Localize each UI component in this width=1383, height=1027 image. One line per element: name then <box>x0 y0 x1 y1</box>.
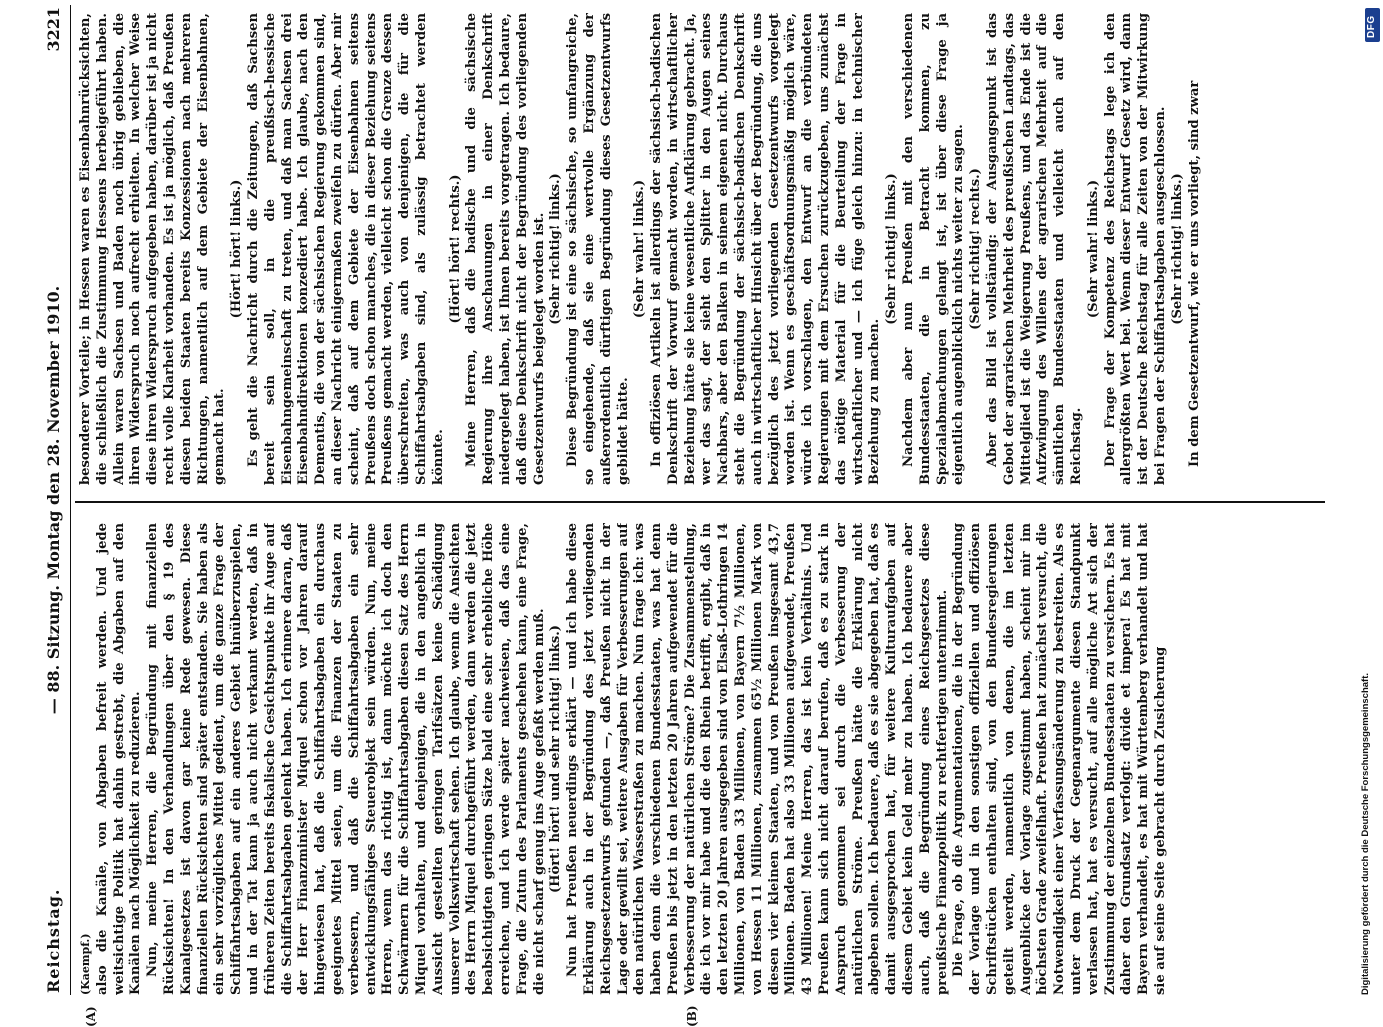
margin-marker-a: (A) <box>84 1006 98 1027</box>
page-header <box>40 5 71 995</box>
interjection: (Sehr richtig! rechts.) <box>968 13 985 485</box>
digitization-credit: Digitalisierung gefördert durch die Deutsche Forschungsgemeinschaft. <box>1360 673 1371 995</box>
paragraph: Nun hat Preußen neuerdings erklärt — und ich habe diese Erklärung auch in der Begründung des jetzt vorliegenden Reichsgesetzentwurfs gefunden —, daß Preußen nicht in der Lage oder gewillt sei, weitere Ausgaben für Verbesserungen auf den natürlichen Wasserstraßen zu machen. Nun frage ich: was haben denn die verschiedenen Bundesstaaten, was hat denn Preußen bis jetzt in den letzten 20 Jahren aufgewendet für die Verbesserung der natürlichen Ströme? Die Zusammenstellung, die ich vor mir habe und die den Rhein betrifft, ergibt, daß in den letzten 20 Jahren ausgegeben sind von Elsaß-Lothringen 14 Millionen, von Baden 33 Millionen, von Bayern 7½ Millionen, von Hessen 11 Millionen, zusammen 65½ Millionen Mark von diesen vier kleinen Staaten, und von Preußen insgesamt 43,7 Millionen. Baden hat also 33 Millionen aufgewendet, Preußen 43 Millionen! Meine Herren, das ist kein Verhältnis. Und Preußen kann sich nicht darauf berufen, daß es zu stark in Anspruch genommen sei durch die Verbesserung der natürlichen Ströme. Preußen hätte die Erklärung nicht abgeben sollen. Ich bedauere, daß es sie abgegeben hat, daß es damit ausgesprochen hat, für weitere Kulturaufgaben auf diesem Gebiet kein Geld mehr zu haben. Ich bedauere aber auch, daß die Begründung eines Reichsgesetzes diese preußische Finanzpolitik zu rechtfertigen unternimmt. <box>565 523 951 995</box>
paragraph: In dem Gesetzentwurf, wie er uns vorliegt, sind zwar <box>1187 13 1204 485</box>
interjection: (Hört! hört! links.) <box>229 13 246 485</box>
interjection: (Hört! hört! und sehr richtig! links.) <box>548 523 565 995</box>
interjection: (Sehr richtig! links.) <box>548 13 565 485</box>
paragraph: Aber das Bild ist vollständig: der Ausgangspunkt ist das Gebot der agrarischen Mehrheit des preußischen Landtags, das Mittelglied ist die Weigerung Preußens, und das Ende ist die Aufzwingung des Willens der agrarischen Mehrheit auf die sämtlichen Bundesstaaten und vielleicht auch auf den Reichstag. <box>985 13 1086 485</box>
paragraph: besonderer Vorteile; in Hessen waren es Eisenbahnrücksichten, die schließlich die Zustimmung Hessens herbeigeführt haben. Allein waren Sachsen und Baden noch übrig geblieben, die ihren Widerspruch noch aufrecht erhielten. In welcher Weise diese ihren Widerspruch aufgegeben haben, darüber ist ja nicht recht volle Klarheit vorhanden. Es ist ja möglich, daß Preußen diesen beiden Staaten bereits Konzessionen nach mehreren Richtungen, namentlich auf dem Gebiete der Eisenbahnen, gemacht hat. <box>78 13 229 485</box>
margin-marker-b: (B) <box>685 1006 699 1027</box>
interjection: (Sehr wahr! links.) <box>1086 13 1103 485</box>
interjection: (Hört! hört! rechts.) <box>448 13 465 485</box>
paragraph: Die Frage, ob die Argumentationen, die in der Begründung der Vorlage und in den sonstigen offiziellen und offiziösen Schriftstücken enthalten sind, von den Bundesregierungen geteilt werden, namentlich von denen, die im letzten Augenblicke der Vorlage zugestimmt haben, scheint mir im höchsten Grade zweifelhaft. Preußen hat zunächst versucht, die Notwendigkeit einer Verfassungsänderung zu bestreiten. Als es unter dem Druck der Gegenargumente diesen Standpunkt verlassen hat, hat es versucht, auf alle mögliche Art sich der Zustimmung der einzelnen Bundesstaaten zu versichern. Es hat daher den Grundsatz verfolgt: divide et impera! Es hat mit Bayern verhandelt, es hat mit Württemberg verhandelt und hat sie auf seine Seite gebracht durch Zusicherung <box>951 523 1169 995</box>
paragraph: In offiziösen Artikeln ist allerdings der sächsisch-badischen Denkschrift der Vorwurf gemacht worden, in wirtschaftlicher Beziehung hätte sie keine wesentliche Aufklärung gebracht. Ja, wer das sagt, der sieht den Splitter in den Augen seines Nachbars, aber den Balken in seinem eigenen nicht. Durchaus steht die Begründung der sächsisch-badischen Denkschrift auch in wirtschaftlicher Hinsicht über der Begründung, die uns bezüglich des jetzt vorliegenden Gesetzentwurfs vorgelegt worden ist. Wenn es geschäftsordnungsmäßig möglich wäre, würde ich vorschlagen, den Entwurf an die verbündeten Regierungen mit dem Ersuchen zurückzugeben, uns zunächst das nötige Material für die Beurteilung der Frage in wirtschaftlicher und — ich füge gleich hinzu: in technischer Beziehung zu machen. <box>649 13 884 485</box>
interjection: (Sehr richtig! links.) <box>1170 13 1187 485</box>
paragraph: Der Frage der Kompetenz des Reichstags lege ich den allergrößten Wert bei. Wenn dieser Entwurf Gesetz wird, dann ist der Deutsche Reichstag für alle Zeiten von der Mitwirkung bei Fragen der Schiffahrtsabgaben ausgeschlossen. <box>1103 13 1170 485</box>
paragraph: Nachdem aber nun Preußen mit den verschiedenen Bundesstaaten, die in Betracht kommen, zu Spezialabmachungen gelangt ist, ist über diese Frage ja eigentlich augenblicklich nichts weiter zu sagen. <box>901 13 968 485</box>
header-title: Reichstag. <box>44 889 63 993</box>
newspaper-page <box>40 5 1330 995</box>
paragraph: Diese Begründung ist eine so sächsische, so umfangreiche, so eingehende, daß sie eine wertvolle Ergänzung der außerordentlich dürftigen Begründung dieses Gesetzentwurfs gebildet hätte. <box>565 13 632 485</box>
text-column-left <box>78 523 1323 995</box>
paragraph: Es geht die Nachricht durch die Zeitungen, daß Sachsen bereit sein soll, in die preußisch-hessische Eisenbahngemeinschaft zu treten, und daß man Sachsen drei Eisenbahndirektionen konzediert habe. Ich glaube, nach den Dementis, die von der sächsischen Regierung gekommen sind, an dieser Nachricht einigermaßen zweifeln zu dürfen. Aber mir scheint, daß auf dem Gebiete der Eisenbahnen seitens Preußens doch schon manches, die in dieser Beziehung seitens Preußens gemacht werden, vielleicht schon die Grenze dessen überschreiten, was auch von denjenigen, die für die Schiffahrtsabgaben sind, als zulässig betrachtet werden könnte. <box>246 13 448 485</box>
dfg-logo-text: DFG <box>1366 15 1377 38</box>
header-session-date: — 88. Sitzung. Montag den 28. November 1910. <box>44 125 63 875</box>
column-divider <box>75 502 1325 504</box>
speaker-continuation-label: (Kaempf.) <box>78 523 95 995</box>
paragraph: Nun, meine Herren, die Begründung mit finanziellen Rücksichten! In den Verhandlungen über den § 19 des Kanalgesetzes ist davon gar keine Rede gewesen. Diese finanziellen Rücksichten sind später entstanden. Sie haben als ein sehr vorzügliches Mittel gedient, um die ganze Frage der Schiffahrtsabgaben auf ein anderes Gebiet hinüberzuspielen, und in der Tat kann ja auch nicht verkannt werden, daß in früheren Zeiten bereits fiskalische Gesichtspunkte ihr Auge auf die Schiffahrtsabgaben gelenkt haben. Ich erinnere daran, daß der Herr Finanzminister Miquel schon vor Jahren darauf hingewiesen hat, daß die Schiffahrtsabgaben ein durchaus geeignetes Mittel seien, um die Finanzen der Staaten zu verbessern, und daß die Schiffahrtsabgaben ein sehr entwicklungsfähiges Steuerobjekt sein würden. Nun, meine Herren, wenn das richtig ist, dann möchte ich doch den Schwärmern für die Schiffahrtsabgaben diesen Satz des Herrn Miquel vorhalten, und denjenigen, die in den angeblich in Aussicht gestellten geringen Tarifsätzen keine Schädigung unserer Volkswirtschaft sehen. Ich glaube, wenn die Ansichten des Herrn Miquel durchgeführt werden, dann werden die jetzt beabsichtigten geringen Sätze bald eine sehr erhebliche Höhe erreichen, und ich werde später nachweisen, daß das eine Frage, die Zutun des Parlaments geschehen kann, eine Frage, die nicht scharf genug ins Auge gefaßt werden muß. <box>145 523 548 995</box>
interjection: (Sehr richtig! links.) <box>884 13 901 485</box>
page-number: 3221 <box>44 7 63 52</box>
dfg-logo <box>1365 8 1380 42</box>
text-column-right <box>78 13 1323 485</box>
paragraph: also die Kanäle, von Abgaben befreit werden. Und jede weitsichtige Politik hat dahin gestrebt, die Abgaben auf den Kanälen nach Möglichkeit zu reduzieren. <box>95 523 145 995</box>
interjection: (Sehr wahr! links.) <box>632 13 649 485</box>
paragraph: Meine Herren, daß die badische und die sächsische Regierung ihre Anschauungen in einer Denkschrift niedergelegt haben, ist Ihnen bereits vorgetragen. Ich bedaure, daß diese Denkschrift nicht der Begründung des vorliegenden Gesetzentwurfs beigelegt worden ist. <box>464 13 548 485</box>
